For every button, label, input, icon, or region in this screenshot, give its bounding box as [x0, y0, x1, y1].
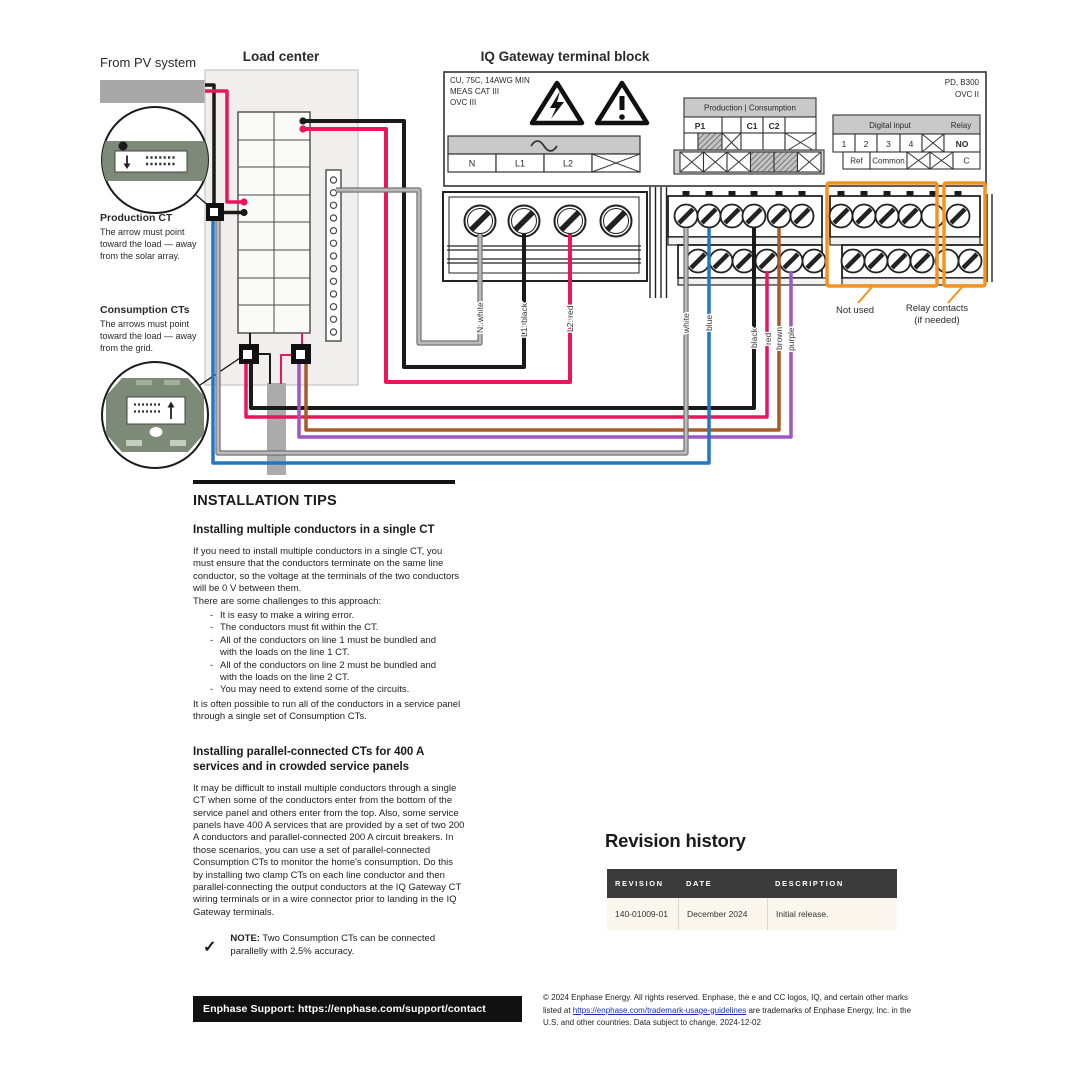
breaker-tap-dot: [240, 198, 247, 205]
check-icon: ✓: [203, 939, 217, 957]
tips-bullet: - You may need to extend some of the circuits.: [210, 684, 450, 696]
svg-text:C: C: [963, 155, 970, 166]
revision-history-section: [604, 830, 904, 930]
digital-relay-table: [833, 115, 980, 169]
wire-label-black: black: [749, 328, 759, 348]
gateway-title: IQ Gateway terminal block: [480, 49, 650, 64]
wire-ct-purple: [299, 271, 791, 437]
svg-text:L2: L2: [562, 158, 574, 169]
wire-label-l1-black: L1: black: [519, 302, 529, 337]
revision-table: [607, 869, 897, 930]
consumption-ct-clamp-2: [291, 344, 311, 364]
tips-paragraph: It may be difficult to install multiple conductors through a single CT when some of the conductors enter from the bottom of the service panel and others enter from the top. Also, some service panels have 400 A services that are provided by a set of two 200 A conductors and parallel-connected 200 A circuit breakers. In those scenarios, you can use a set of parallel-connected Consumption CTs to monitor the home's consumption. Do this by installing two clamp CTs on each line conductor and then parallel-connecting the output conductors at the IQ Gateway CT wiring terminals or in a wire connector prior to landing in the IQ Gateway terminals.: [193, 782, 465, 918]
pv-system-label: From PV system: [100, 55, 197, 70]
revision-cell: 140-01009-01: [607, 898, 678, 930]
load-center-title: Load center: [242, 49, 320, 64]
wire-label-white: white: [681, 313, 691, 333]
terminal-screw-l2: [555, 206, 586, 237]
support-banner: Enphase Support: https://enphase.com/support/contact: [193, 996, 522, 1022]
svg-text:1: 1: [841, 139, 847, 149]
not-used-label: Not used: [835, 305, 875, 316]
svg-text:(if needed): (if needed): [914, 315, 960, 326]
date-cell: December 2024: [678, 898, 767, 930]
tips-bullet: - All of the conductors on line 1 must be bundled and with the loads on the line 1 CT.: [210, 635, 450, 660]
consumption-ct-label: Consumption CTs: [100, 304, 190, 316]
table-row: [607, 898, 897, 930]
svg-text:Digital input: Digital input: [869, 121, 911, 130]
svg-text:The arrows must point: The arrows must point: [100, 319, 190, 329]
production-ct-clamp: [206, 203, 224, 221]
svg-text:toward the load — away: toward the load — away: [100, 239, 197, 249]
svg-text:C2: C2: [768, 121, 780, 131]
svg-text:from the grid.: from the grid.: [100, 343, 154, 353]
revision-table-header: [607, 869, 897, 898]
tips-paragraph: There are some challenges to this approach:: [193, 595, 381, 607]
svg-text:PD, B300: PD, B300: [944, 78, 979, 87]
svg-text:MEAS CAT III: MEAS CAT III: [450, 87, 500, 96]
svg-text:The arrow must point: The arrow must point: [100, 227, 185, 237]
svg-text:C1: C1: [746, 121, 758, 131]
copyright-text: © 2024 Enphase Energy. All rights reserved. Enphase, the e and CC logos, IQ, and certain other marks listed at https://enphase.com/trademark-usage-guidelines are trademarks of Enphase Energy, Inc. in the U.S. and other countries. Data subject to change. 2024-12-02: [543, 993, 912, 1028]
tips-title: INSTALLATION TIPS: [193, 493, 337, 509]
consumption-ct-clamp-1: [239, 344, 259, 364]
tips-paragraph: It is often possible to run all of the conductors in a service panel through a single set of Consumption CTs.: [193, 698, 461, 723]
gateway-info-box: [444, 72, 986, 186]
wire-label-brown: brown: [774, 326, 784, 350]
relay-contacts-label: Relay contacts: [905, 303, 969, 314]
column-header: DESCRIPTION: [767, 869, 897, 898]
note-text: NOTE: Two Consumption CTs can be connected parallelly with 2.5% accuracy.: [230, 933, 436, 957]
installation-tips-section: [193, 480, 473, 958]
svg-text:CU, 75C, 14AWG MIN: CU, 75C, 14AWG MIN: [450, 76, 530, 85]
column-header: REVISION: [607, 869, 678, 898]
terminal-screw-unused: [601, 206, 632, 237]
tips-paragraph: If you need to install multiple conductors in a single CT, you must ensure that the conductors terminate on the same line conductor, so the voltage at the terminals of the two conductors will be 0 V between them.: [193, 546, 460, 595]
relay-leader-line: [948, 287, 962, 303]
prod-cons-table: [674, 98, 824, 174]
pv-conduit: [100, 80, 205, 103]
breaker-tap-dot: [240, 209, 247, 216]
svg-text:L1: L1: [514, 158, 526, 169]
wire-label-n-white: N: white: [475, 302, 485, 333]
tips-heading-1: Installing multiple conductors in a single CT: [193, 524, 435, 536]
production-ct-inset: [99, 107, 211, 213]
wire-label-blue: blue: [704, 314, 714, 331]
service-conduit: [267, 383, 286, 475]
tips-bullet-list: [210, 610, 473, 697]
svg-text:Common: Common: [872, 156, 905, 166]
tips-heading-2: Installing parallel-connected CTs for 400 A services and in crowded service panels: [193, 745, 425, 773]
not-used-leader-line: [858, 287, 872, 303]
svg-text:from the solar array.: from the solar array.: [100, 251, 180, 261]
power-terminal-table: [448, 136, 640, 172]
wire-label-red: red: [763, 332, 773, 345]
svg-text:N: N: [468, 158, 476, 169]
trademark-guidelines-link[interactable]: https://enphase.com/trademark-usage-guidelines: [572, 1005, 747, 1015]
terminal-screw-n: [465, 206, 496, 237]
ct-terminal-block: [668, 191, 828, 285]
svg-text:toward the load — away: toward the load — away: [100, 331, 197, 341]
svg-text:4: 4: [908, 139, 914, 149]
wiring-diagram: [0, 0, 1080, 480]
svg-text:Production | Consumption: Production | Consumption: [704, 103, 796, 113]
aux-terminal-block: [830, 191, 986, 285]
terminal-screw-l1: [509, 206, 540, 237]
production-ct-label: Production CT: [100, 212, 173, 224]
svg-text:OVC II: OVC II: [954, 90, 979, 99]
svg-text:OVC III: OVC III: [450, 98, 477, 107]
description-cell: Initial release.: [767, 898, 897, 930]
neutral-bus: [326, 170, 341, 341]
svg-text:P1: P1: [694, 121, 706, 131]
tips-bullet: - The conductors must fit within the CT.: [210, 622, 450, 634]
wire-label-purple: purple: [786, 327, 796, 351]
svg-text:3: 3: [886, 139, 891, 149]
tips-bullet: - All of the conductors on line 2 must be bundled and with the loads on the line 2 CT.: [210, 660, 450, 685]
svg-text:NO: NO: [955, 139, 969, 149]
svg-text:2: 2: [863, 139, 869, 149]
revision-title: Revision history: [605, 830, 746, 851]
svg-text:Ref: Ref: [850, 156, 863, 166]
section-divider: [193, 480, 455, 484]
tips-bullet: - It is easy to make a wiring error.: [210, 610, 450, 622]
note-callout: [193, 933, 465, 958]
svg-text:Relay: Relay: [950, 121, 972, 130]
wire-label-l2-red: L2: red: [565, 305, 575, 332]
breaker-tap-dot: [299, 125, 306, 132]
column-header: DATE: [678, 869, 767, 898]
breaker-grid: [238, 112, 310, 333]
power-terminal-block: [443, 192, 647, 281]
breaker-tap-dot: [299, 117, 306, 124]
